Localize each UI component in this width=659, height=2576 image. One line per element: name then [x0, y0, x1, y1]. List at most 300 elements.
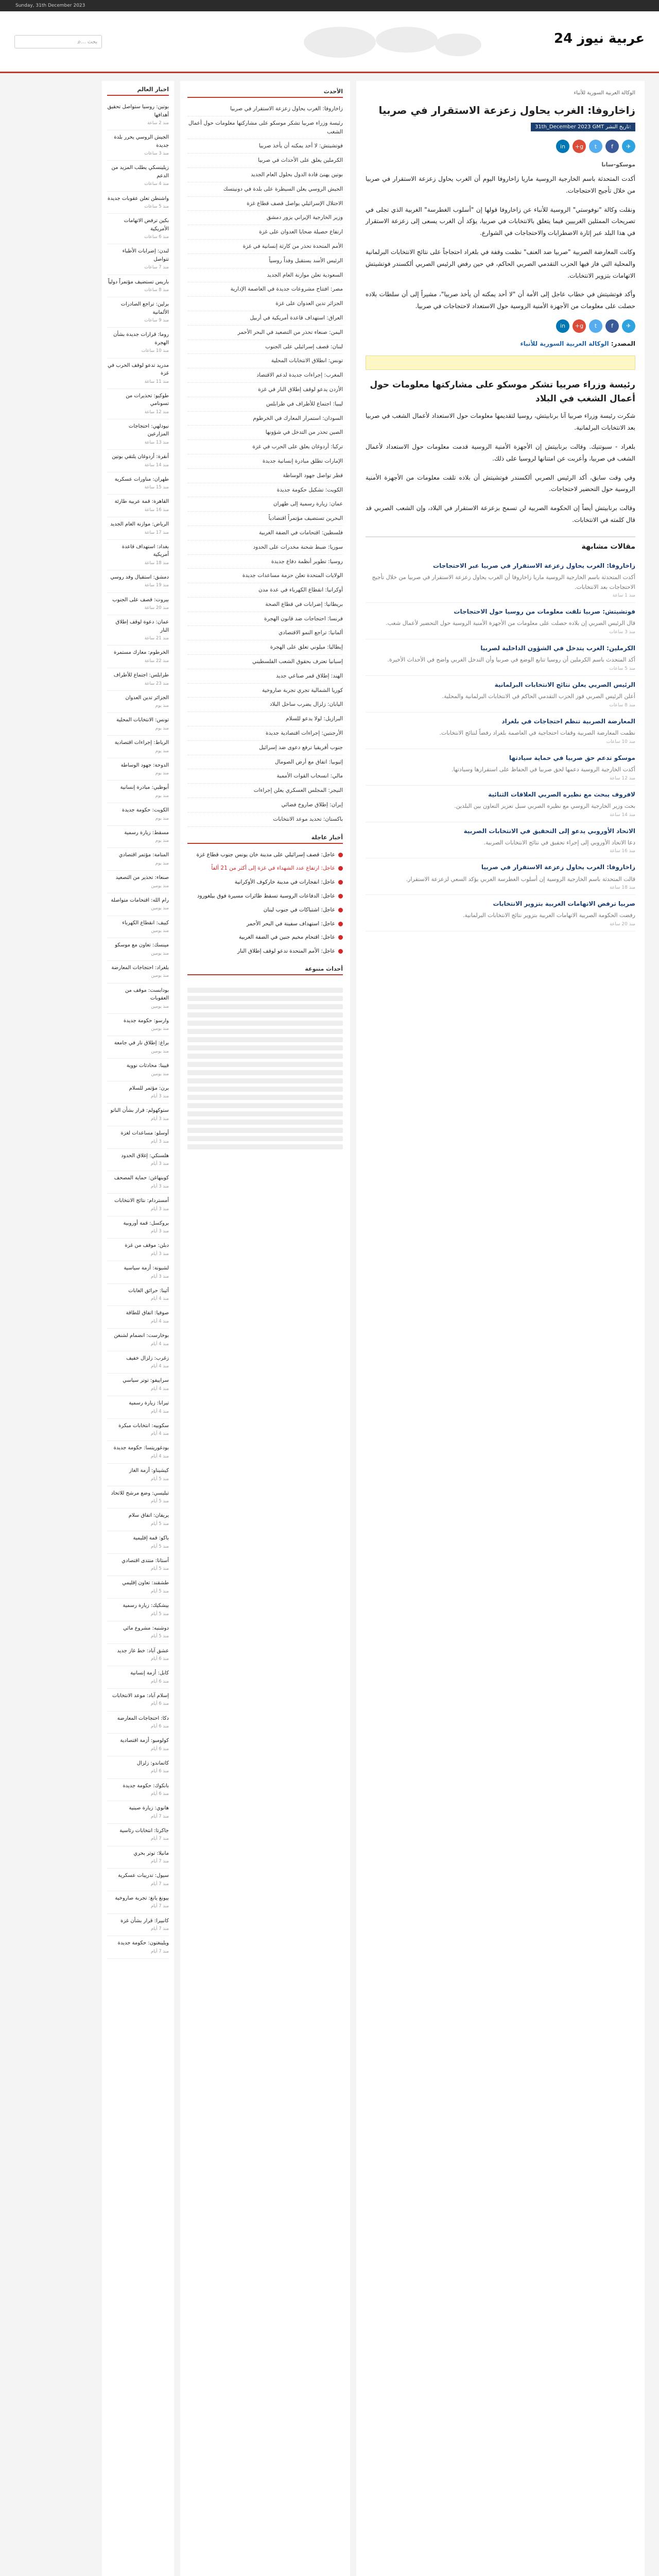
world-news-time: منذ 17 ساعة — [144, 530, 169, 535]
world-news-item[interactable] — [107, 389, 169, 419]
breaking-news-text[interactable]: عاجل: انفجارات في مدينة خاركوف الأوكرانية — [234, 879, 335, 886]
latest-news-link[interactable]: مصر: افتتاح مشروعات جديدة في العاصمة الإدارية — [187, 282, 343, 297]
breaking-news-text[interactable]: عاجل: اشتباكات في جنوب لبنان — [263, 906, 335, 913]
world-news-title[interactable]: بكين ترفض الاتهامات الأمريكية — [124, 218, 169, 232]
world-news-item[interactable] — [107, 713, 169, 736]
related-item-desc: أكدت الخارجية الروسية دعمها لحق صربيا في الحفاظ على استقرارها وسيادتها. — [451, 766, 635, 773]
world-news-item[interactable] — [107, 826, 169, 849]
world-news-item[interactable] — [107, 1734, 169, 1756]
world-news-item[interactable] — [107, 1306, 169, 1329]
world-news-title[interactable]: سكوبيه: انتخابات مبكرة — [118, 1422, 169, 1429]
latest-news-link[interactable]: ألمانيا: تراجع النمو الاقتصادي — [187, 626, 343, 640]
world-news-title[interactable]: كابل: أزمة إنسانية — [130, 1670, 169, 1676]
world-news-time: منذ 3 أيام — [150, 1139, 169, 1144]
world-news-title[interactable]: جاكرتا: انتخابات رئاسية — [119, 1827, 169, 1834]
world-news-item[interactable] — [107, 517, 169, 540]
world-news-time: منذ 7 أيام — [150, 1926, 169, 1932]
world-news-time: منذ 4 أيام — [150, 1318, 169, 1324]
world-news-title[interactable]: مينسك: تعاون مع موسكو — [115, 942, 169, 948]
world-news-title[interactable]: هلسنكي: إغلاق الحدود — [121, 1153, 169, 1159]
article-paragraph: وفي وقت سابق، أكد الرئيس الصربي ألكسندر فوتشيتش أن بلاده تلقت معلومات من الأجهزة الأمنية الروسية حول التحضير لاحتجاجات. — [366, 473, 635, 493]
breaking-news-text[interactable]: عاجل: ارتفاع عدد الشهداء في غزة إلى أكثر من 21 ألفاً — [211, 865, 335, 872]
world-news-item[interactable] — [107, 848, 169, 871]
world-news-time: منذ يوم — [155, 816, 169, 821]
world-news-item[interactable] — [107, 297, 169, 328]
world-news-item[interactable] — [107, 1779, 169, 1802]
twitter-share-icon[interactable]: t — [589, 319, 602, 333]
world-news-item[interactable] — [107, 1621, 169, 1644]
world-news-item[interactable] — [107, 570, 169, 593]
breaking-news-item[interactable] — [187, 861, 343, 875]
world-news-title[interactable]: زغرب: زلزال خفيف — [126, 1355, 169, 1361]
world-news-title[interactable]: فيينا: محادثات نووية — [126, 1063, 169, 1069]
world-news-item[interactable] — [107, 1216, 169, 1239]
world-news-title[interactable]: كييف: انقطاع الكهرباء — [122, 920, 169, 926]
latest-news-link[interactable]: السعودية تعلن موازنة العام الجديد — [187, 268, 343, 283]
related-item-title[interactable]: المعارضة الصربية تنظم احتجاجات في بلغراد — [501, 717, 635, 725]
world-news-item[interactable] — [107, 1351, 169, 1374]
latest-news-link[interactable]: سوريا: ضبط شحنة مخدرات على الحدود — [187, 540, 343, 555]
related-item-desc: قالت المتحدثة باسم الخارجية الروسية إن أسلوب الغطرسة الغربي يؤكد السعي لزعزعة الاستقرار. — [406, 875, 635, 883]
world-news-time: منذ 4 أيام — [150, 1341, 169, 1347]
article-paragraph: أكدت المتحدثة باسم الخارجية الروسية ماريا زاخاروفا اليوم أن الغرب يحاول زعزعة الاستقرار في صربيا من خلال تأجيج الاحتجاجات. — [366, 175, 635, 194]
related-item[interactable] — [366, 639, 635, 676]
latest-news-link[interactable]: الأردن يدعو لوقف إطلاق النار في غزة — [187, 383, 343, 397]
world-news-item[interactable] — [107, 1531, 169, 1554]
world-news-title[interactable]: كاتماندو: زلزال — [136, 1760, 169, 1766]
latest-news-link[interactable]: وزير الخارجية الإيراني يزور دمشق — [187, 211, 343, 225]
dateline: موسكو-سانا — [601, 161, 635, 168]
world-news-item[interactable] — [107, 495, 169, 517]
world-news-item[interactable] — [107, 1396, 169, 1419]
world-news-item[interactable] — [107, 615, 169, 646]
world-news-title[interactable]: بوتين: روسيا ستواصل تحقيق أهدافها — [107, 104, 169, 118]
related-item[interactable] — [366, 749, 635, 786]
latest-news-link[interactable]: قطر تواصل جهود الوساطة — [187, 469, 343, 483]
world-news-item[interactable] — [107, 984, 169, 1014]
world-news-title[interactable]: برلين: تراجع الصادرات الألمانية — [120, 301, 169, 315]
world-news-title[interactable]: أنقرة: أردوغان يلتقي بوتين — [112, 454, 169, 460]
world-news-title[interactable]: كيشيناو: أزمة الغاز — [129, 1468, 169, 1474]
world-news-title[interactable]: أوسلو: مساعدات لغزة — [120, 1130, 169, 1137]
world-news-time: منذ 7 ساعات — [144, 265, 169, 270]
latest-news-link[interactable]: الأرجنتين: إجراءات اقتصادية جديدة — [187, 726, 343, 741]
breaking-news-text[interactable]: عاجل: قصف إسرائيلي على مدينة خان يونس جنوب قطاع غزة — [196, 851, 335, 858]
world-news-item[interactable] — [107, 275, 169, 298]
breaking-news-item[interactable] — [187, 875, 343, 889]
world-news-item[interactable] — [107, 1126, 169, 1149]
world-news-title[interactable]: دمشق: استقبال وفد روسي — [110, 574, 169, 580]
latest-news-link[interactable]: لبنان: قصف إسرائيلي على الجنوب — [187, 340, 343, 354]
related-item-title[interactable]: زاخاروفا: الغرب يحاول زعزعة الاستقرار في صربيا عبر الاحتجاجات — [433, 562, 635, 569]
world-news-item[interactable] — [107, 1149, 169, 1172]
related-item[interactable] — [366, 895, 635, 931]
linkedin-share-icon[interactable]: in — [556, 140, 569, 153]
world-news-time: منذ يوم — [155, 703, 169, 709]
world-news-time: منذ 6 أيام — [150, 1724, 169, 1730]
world-news-title[interactable]: باريس تستضيف مؤتمراً دولياً — [108, 279, 169, 285]
related-item[interactable] — [366, 676, 635, 713]
world-news-title[interactable]: بودابست: موقف من العقوبات — [125, 987, 169, 1002]
related-item-time: منذ 18 ساعة — [610, 885, 635, 891]
facebook-share-icon[interactable]: f — [605, 319, 619, 333]
world-news-time: منذ 3 ساعات — [144, 151, 169, 157]
world-news-title[interactable]: أمستردام: نتائج الانتخابات — [114, 1198, 169, 1204]
latest-news-link[interactable]: البرازيل: لولا يدعو للسلام — [187, 712, 343, 726]
world-news-title[interactable]: عمان: دعوة لوقف إطلاق النار — [115, 619, 169, 633]
world-news-item[interactable] — [107, 328, 169, 358]
latest-news-link[interactable]: فرنسا: احتجاجات ضد قانون الهجرة — [187, 612, 343, 626]
world-news-item[interactable] — [107, 450, 169, 472]
related-item-time: منذ 5 ساعات — [609, 666, 635, 672]
world-news-title[interactable]: كوبنهاغن: حماية المصحف — [114, 1175, 169, 1181]
latest-news-link[interactable]: الجزائر تدين العدوان على غزة — [187, 297, 343, 311]
world-news-item[interactable] — [107, 938, 169, 961]
latest-news-link[interactable]: زاخاروفا: الغرب يحاول زعزعة الاستقرار في صربيا — [187, 102, 343, 116]
world-news-title[interactable]: لندن: إضرابات الأطباء تتواصل — [122, 248, 169, 262]
world-news-title[interactable]: تبليسي: وضع مرشح للاتحاد — [111, 1490, 169, 1496]
world-news-title[interactable]: ستوكهولم: قرار بشأن الناتو — [110, 1108, 169, 1114]
world-news-item[interactable] — [107, 1554, 169, 1577]
google-share-icon[interactable]: g+ — [573, 140, 586, 153]
world-news-item[interactable] — [107, 1239, 169, 1261]
world-news-item[interactable] — [107, 1801, 169, 1824]
related-item-title[interactable]: فوتشيتش: صربيا تلقت معلومات من روسيا حول الاحتجاجات — [454, 608, 635, 616]
related-item-title[interactable]: موسكو تدعم حق صربيا في حماية سيادتها — [509, 754, 635, 761]
related-item[interactable] — [366, 557, 635, 603]
world-news-title[interactable]: طهران: مناورات عسكرية — [114, 476, 169, 482]
world-news-item[interactable] — [107, 161, 169, 191]
world-news-item[interactable] — [107, 691, 169, 714]
world-news-item[interactable] — [107, 758, 169, 781]
world-news-time: منذ 20 ساعة — [144, 605, 169, 611]
world-news-title[interactable]: زيلينسكي يطلب المزيد من الدعم — [111, 165, 169, 179]
world-news-time: منذ 2 ساعة — [147, 121, 169, 126]
world-news-item[interactable] — [107, 192, 169, 214]
world-news-time: منذ 18 ساعة — [144, 560, 169, 566]
world-news-item[interactable] — [107, 1464, 169, 1486]
world-news-item[interactable] — [107, 244, 169, 275]
world-news-time: منذ يومين — [151, 951, 169, 956]
world-news-item[interactable] — [107, 419, 169, 450]
world-news-item[interactable] — [107, 1666, 169, 1689]
article-paragraph: وكانت المعارضة الصربية "صربيا ضد العنف" نظمت وقفة في بلغراد احتجاجاً على نتائج الانتخابات البرلمانية والمحلية التي فاز فيها الحزب التقدمي الصربي الحاكم، في حين رفض الرئيس الصربي ألكسندر فوتشيتش الاتهامات بتزوير الانتخابات. — [366, 248, 635, 279]
world-news-sidebar — [102, 81, 174, 2576]
world-news-item[interactable] — [107, 472, 169, 495]
world-news-item[interactable] — [107, 1261, 169, 1284]
related-item-title[interactable]: صربيا ترفض الاتهامات الغربية بتزوير الانتخابات — [493, 900, 635, 908]
world-news-title[interactable]: طوكيو: تحذيرات من تسونامي — [126, 393, 169, 407]
world-news-title[interactable]: الرياض: موازنة العام الجديد — [110, 521, 169, 528]
world-news-title[interactable]: دكا: احتجاجات المعارضة — [117, 1715, 169, 1721]
latest-news-link[interactable]: الجيش الروسي يعلن السيطرة على بلدة في دونيتسك — [187, 182, 343, 197]
latest-news-link[interactable]: الاحتلال الإسرائيلي يواصل قصف قطاع غزة — [187, 197, 343, 211]
world-news-item[interactable] — [107, 214, 169, 244]
world-news-title[interactable]: براغ: إطلاق نار في جامعة — [114, 1040, 169, 1046]
breaking-news-item[interactable] — [187, 848, 343, 862]
world-news-item[interactable] — [107, 1194, 169, 1216]
world-news-title[interactable]: سراييفو: توتر سياسي — [123, 1378, 169, 1384]
world-news-item[interactable] — [107, 1059, 169, 1081]
search-input[interactable] — [14, 35, 102, 48]
world-news-item[interactable] — [107, 1644, 169, 1667]
latest-news-link[interactable]: إيران: إطلاق صاروخ فضائي — [187, 798, 343, 812]
world-news-item[interactable] — [107, 1689, 169, 1711]
world-news-item[interactable] — [107, 1329, 169, 1351]
world-news-title[interactable]: الدوحة: جهود الوساطة — [120, 762, 169, 768]
world-news-time: منذ 5 أيام — [150, 1611, 169, 1617]
breaking-news-text[interactable]: عاجل: الأمم المتحدة تدعو لوقف إطلاق النار — [237, 948, 335, 955]
world-news-item[interactable] — [107, 871, 169, 893]
world-news-item[interactable] — [107, 781, 169, 803]
latest-news-link[interactable]: الأمم المتحدة تحذر من كارثة إنسانية في غزة — [187, 240, 343, 254]
source-label: المصدر: — [611, 340, 635, 347]
latest-news-link[interactable]: ليبيا: اجتماع للأطراف في طرابلس — [187, 397, 343, 412]
world-news-item[interactable] — [107, 893, 169, 916]
latest-news-link[interactable]: رئيسة وزراء صربيا تشكر موسكو على مشاركتها معلومات حول أعمال الشغب — [187, 116, 343, 140]
latest-news-link[interactable]: العراق: استهداف قاعدة أمريكية في أربيل — [187, 311, 343, 326]
latest-news-link[interactable]: الكرملين يعلق على الأحداث في صربيا — [187, 154, 343, 168]
search-icon[interactable]: ⌕ — [77, 38, 81, 45]
related-item-desc: أكدت المتحدثة باسم الخارجية الروسية ماريا زاخاروفا أن الغرب يحاول زعزعة الاستقرار في صربيا من خلال تأجيج الاحتجاجات بعد الانتخابات. — [372, 573, 635, 590]
world-news-time: منذ يومين — [151, 1026, 169, 1032]
latest-news-link[interactable]: أوكرانيا: انقطاع الكهرباء في عدة مدن — [187, 583, 343, 598]
breaking-news-text[interactable]: عاجل: الدفاعات الروسية تسقط طائرات مسيرة فوق بيلغورود — [197, 893, 335, 900]
latest-news-link[interactable]: الولايات المتحدة تعلن حزمة مساعدات جديدة — [187, 569, 343, 583]
latest-news-link[interactable]: الكويت: تشكيل حكومة جديدة — [187, 483, 343, 498]
world-news-title[interactable]: وارسو: حكومة جديدة — [124, 1018, 169, 1024]
latest-news-link[interactable]: السودان: استمرار المعارك في الخرطوم — [187, 412, 343, 426]
related-item[interactable] — [366, 786, 635, 822]
world-news-title[interactable]: طرابلس: اجتماع للأطراف — [113, 672, 169, 679]
world-news-title[interactable]: يريفان: اتفاق سلام — [128, 1513, 169, 1519]
world-news-title[interactable]: كانبيرا: قرار بشأن غزة — [120, 1918, 169, 1924]
related-item-time: منذ 1 ساعة — [612, 593, 635, 599]
world-news-item[interactable] — [107, 540, 169, 570]
world-news-item[interactable] — [107, 1936, 169, 1959]
world-news-time: منذ 5 ساعات — [144, 204, 169, 210]
related-item-desc: أكد المتحدث باسم الكرملين أن روسيا تتابع الوضع في صربيا وأن التدخل الغربي واضح في الأحداث الأخيرة. — [387, 656, 635, 664]
latest-news-link[interactable]: كوريا الشمالية تجري تجربة صاروخية — [187, 684, 343, 698]
world-news-time: منذ 4 أيام — [150, 1453, 169, 1459]
world-news-item[interactable] — [107, 646, 169, 668]
world-news-time: منذ 13 ساعة — [144, 439, 169, 445]
world-news-title[interactable]: المنامة: مؤتمر اقتصادي — [118, 852, 169, 858]
world-news-item[interactable] — [107, 1891, 169, 1914]
world-news-title[interactable]: دبلن: موقف من غزة — [125, 1243, 169, 1249]
world-news-item[interactable] — [107, 1014, 169, 1037]
world-news-title[interactable]: بغداد: استهداف قاعدة أمريكية — [122, 544, 169, 558]
world-news-item[interactable] — [107, 1869, 169, 1891]
world-news-item[interactable] — [107, 961, 169, 984]
latest-news-link[interactable]: عمان: زيارة رسمية إلى طهران — [187, 497, 343, 512]
world-news-title[interactable]: الرباط: إجراءات اقتصادية — [114, 740, 169, 746]
world-news-title[interactable]: الخرطوم: معارك مستمرة — [114, 650, 169, 656]
world-news-time: منذ 6 ساعات — [144, 234, 169, 240]
world-news-title[interactable]: بروكسل: قمة أوروبية — [123, 1220, 169, 1226]
world-news-title[interactable]: بيروت: قصف على الجنوب — [112, 597, 169, 603]
facebook-share-icon[interactable]: f — [605, 140, 619, 153]
latest-news-link[interactable]: الهند: إطلاق قمر صناعي جديد — [187, 669, 343, 684]
breaking-news-item[interactable] — [187, 917, 343, 931]
latest-news-link[interactable]: فلسطين: اقتحامات في الضفة الغربية — [187, 526, 343, 540]
telegram-share-icon[interactable]: ✈ — [622, 140, 635, 153]
world-news-title[interactable]: ويلينغتون: حكومة جديدة — [117, 1940, 169, 1946]
world-news-title[interactable]: مدريد تدعو لوقف الحرب في غزة — [107, 362, 169, 377]
latest-news-link[interactable]: ارتفاع حصيلة ضحايا العدوان على غزة — [187, 225, 343, 240]
world-news-title[interactable]: روما: قرارات جديدة بشأن الهجرة — [113, 332, 169, 346]
latest-news-link[interactable]: الصين تحذر من التدخل في شؤونها — [187, 426, 343, 440]
world-news-title[interactable]: لشبونة: أزمة سياسية — [124, 1265, 169, 1272]
world-news-item[interactable] — [107, 1036, 169, 1059]
related-item-title[interactable]: الرئيس الصربي يعلن نتائج الانتخابات البرلمانية — [494, 681, 635, 689]
world-news-title[interactable]: بوخارست: انضمام لشنغن — [114, 1333, 169, 1339]
breaking-news-item[interactable] — [187, 930, 343, 944]
latest-news-link[interactable]: باكستان: تحديد موعد الانتخابات — [187, 812, 343, 827]
site-logo[interactable]: عربية نيوز 24 — [553, 31, 645, 46]
breaking-news-text[interactable]: عاجل: استهداف سفينة في البحر الأحمر — [246, 920, 335, 927]
world-news-title[interactable]: واشنطن تعلن عقوبات جديدة — [107, 195, 169, 201]
world-news-item[interactable] — [107, 359, 169, 389]
latest-news-link[interactable]: النيجر: المجلس العسكري يعلن إجراءات — [187, 784, 343, 798]
world-news-item[interactable] — [107, 100, 169, 130]
latest-news-link[interactable]: بريطانيا: إضرابات في قطاع الصحة — [187, 598, 343, 612]
latest-news-link[interactable]: بوتين يهنئ قادة الدول بحلول العام الجديد — [187, 168, 343, 182]
world-news-title[interactable]: الكويت: حكومة جديدة — [122, 807, 169, 814]
world-news-title[interactable]: مسقط: زيارة رسمية — [124, 829, 169, 836]
latest-news-link[interactable]: روسيا: تطوير أنظمة دفاع جديدة — [187, 555, 343, 569]
related-item[interactable] — [366, 858, 635, 895]
latest-news-link[interactable]: مالي: انسحاب القوات الأممية — [187, 769, 343, 784]
latest-news-link[interactable]: إثيوبيا: اتفاق مع أرض الصومال — [187, 755, 343, 770]
world-news-item[interactable] — [107, 1171, 169, 1194]
breadcrumb[interactable]: الوكالة العربية السورية للأنباء — [574, 90, 635, 96]
latest-news-link[interactable]: اليابان: زلزال يضرب ساحل البلاد — [187, 698, 343, 712]
world-news-title[interactable]: الجزائر تدين العدوان — [125, 694, 169, 701]
linkedin-share-icon[interactable]: in — [556, 319, 569, 333]
world-news-item[interactable] — [107, 1486, 169, 1509]
related-item-desc: قال الرئيس الصربي إن بلاده حصلت على معلومات من الأجهزة الأمنية الروسية حول التحضير لأعمال شغب. — [386, 620, 635, 627]
related-item-title[interactable]: زاخاروفا: الغرب يحاول زعزعة الاستقرار في صربيا — [481, 863, 635, 871]
world-news-item[interactable] — [107, 1374, 169, 1396]
related-item[interactable] — [366, 822, 635, 859]
telegram-share-icon[interactable]: ✈ — [622, 319, 635, 333]
world-news-title[interactable]: برن: مؤتمر للسلام — [129, 1085, 169, 1091]
world-news-title[interactable]: بلغراد: احتجاجات المعارضة — [111, 964, 169, 971]
ad-banner[interactable] — [366, 355, 635, 370]
related-item[interactable] — [366, 603, 635, 639]
world-news-item[interactable] — [107, 593, 169, 616]
breaking-news-item[interactable] — [187, 903, 343, 917]
world-news-title[interactable]: تونس: الانتخابات المحلية — [116, 717, 169, 723]
source-link[interactable]: الوكالة العربية السورية للأنباء — [520, 340, 609, 347]
world-news-title[interactable]: تيرانا: زيارة رسمية — [129, 1400, 169, 1406]
latest-news-link[interactable]: المغرب: إجراءات جديدة لدعم الاقتصاد — [187, 368, 343, 383]
world-news-time: منذ 7 أيام — [150, 1904, 169, 1909]
world-news-item[interactable] — [107, 736, 169, 758]
world-news-item[interactable] — [107, 1509, 169, 1531]
related-item-time: منذ 10 ساعات — [606, 739, 635, 744]
world-news-title[interactable]: الجيش الروسي يحرر بلدة جديدة — [114, 134, 169, 148]
latest-news-link[interactable]: اليمن: صنعاء تحذر من التصعيد في البحر الأحمر — [187, 326, 343, 340]
world-news-item[interactable] — [107, 1081, 169, 1104]
world-news-item[interactable] — [107, 1576, 169, 1599]
world-news-item[interactable] — [107, 1599, 169, 1621]
world-news-title[interactable]: القاهرة: قمة عربية طارئة — [114, 499, 169, 505]
twitter-share-icon[interactable]: t — [589, 140, 602, 153]
world-news-time: منذ 3 أيام — [150, 1183, 169, 1189]
world-news-title[interactable]: كولومبو: أزمة اقتصادية — [120, 1738, 169, 1744]
world-news-title[interactable]: سيول: تدريبات عسكرية — [118, 1873, 169, 1879]
latest-news-link[interactable]: تركيا: أردوغان يعلق على الحرب في غزة — [187, 440, 343, 454]
world-news-title[interactable]: نيودلهي: احتجاجات المزارعين — [128, 423, 169, 437]
world-news-item[interactable] — [107, 668, 169, 691]
latest-news-link[interactable]: الإمارات تطلق مبادرة إنسانية جديدة — [187, 454, 343, 469]
world-news-title[interactable]: إسلام آباد: موعد الانتخابات — [112, 1692, 169, 1699]
world-news-title[interactable]: بيشكيك: زيارة رسمية — [123, 1603, 169, 1609]
world-news-title[interactable]: هانوي: زيارة صينية — [129, 1805, 169, 1811]
world-news-item[interactable] — [107, 130, 169, 161]
article-paragraph: وأكد فوتشيتش في خطاب عاجل إلى الأمة أن "لا أحد يمكنه أن يأخذ صربيا"، مشيراً إلى أن سلطات بلاده حصلت على معلومات من الأجهزة الأمنية الروسية حول الاستعداد لاحتجاجات في صربيا. — [366, 291, 635, 310]
world-news-item[interactable] — [107, 1846, 169, 1869]
related-item[interactable] — [366, 713, 635, 749]
world-news-item[interactable] — [107, 1914, 169, 1937]
world-news-item[interactable] — [107, 1824, 169, 1846]
world-news-item[interactable] — [107, 916, 169, 939]
latest-news-link[interactable]: الرئيس الأسد يستقبل وفداً روسياً — [187, 254, 343, 268]
world-map-decoration — [293, 22, 489, 63]
breaking-news-item[interactable] — [187, 889, 343, 903]
breaking-news-text[interactable]: عاجل: اقتحام مخيم جنين في الضفة الغربية — [238, 934, 335, 941]
latest-news-link[interactable]: البحرين تستضيف مؤتمراً اقتصادياً — [187, 512, 343, 526]
world-news-title[interactable]: طشقند: تعاون إقليمي — [122, 1580, 169, 1586]
world-news-time: منذ 5 أيام — [150, 1476, 169, 1482]
latest-news-link[interactable]: فوتشيتش: لا أحد يمكنه أن يأخذ صربيا — [187, 139, 343, 154]
world-news-item[interactable] — [107, 1441, 169, 1464]
world-news-title[interactable]: أبوظبي: مبادرة إنسانية — [120, 785, 169, 791]
world-news-item[interactable] — [107, 1284, 169, 1307]
world-news-title[interactable]: رام الله: اقتحامات متواصلة — [111, 897, 169, 903]
world-news-item[interactable] — [107, 803, 169, 826]
world-news-item[interactable] — [107, 1104, 169, 1126]
world-news-title[interactable]: بانكوك: حكومة جديدة — [123, 1783, 169, 1789]
world-news-item[interactable] — [107, 1419, 169, 1442]
related-item-title[interactable]: لافروف يبحث مع نظيره الصربي العلاقات الثنائية — [488, 790, 635, 798]
world-news-item[interactable] — [107, 1756, 169, 1779]
world-news-time: منذ 11 ساعة — [144, 379, 169, 384]
world-news-title[interactable]: باكو: قمة إقليمية — [133, 1535, 169, 1541]
world-news-title[interactable]: صنعاء: تحذير من التصعيد — [115, 875, 169, 881]
world-news-title[interactable]: بيونغ يانغ: تجربة صاروخية — [115, 1895, 169, 1901]
google-share-icon[interactable]: g+ — [573, 319, 586, 333]
latest-news-link[interactable]: جنوب أفريقيا ترفع دعوى ضد إسرائيل — [187, 741, 343, 755]
world-news-title[interactable]: أستانا: منتدى اقتصادي — [122, 1557, 169, 1564]
breaking-news-item[interactable] — [187, 944, 343, 958]
world-news-title[interactable]: دوشنبه: مشروع مائي — [123, 1625, 169, 1631]
world-news-time: منذ يومين — [151, 883, 169, 889]
world-news-title[interactable]: أثينا: حرائق الغابات — [128, 1287, 169, 1294]
latest-news-link[interactable]: تونس: انطلاق الانتخابات المحلية — [187, 354, 343, 368]
world-news-item[interactable] — [107, 1711, 169, 1734]
related-item-title[interactable]: الكرملين: الغرب يتدخل في الشؤون الداخلية لصربيا — [480, 645, 635, 652]
world-news-title[interactable]: بودغوريتسا: حكومة جديدة — [113, 1445, 169, 1451]
world-news-title[interactable]: عشق آباد: خط غاز جديد — [117, 1648, 169, 1654]
world-news-title[interactable]: صوفيا: اتفاق للطاقة — [126, 1310, 169, 1316]
world-news-title[interactable]: مانيلا: توتر بحري — [133, 1850, 169, 1856]
latest-news-link[interactable]: إيطاليا: ميلوني تعلق على الهجرة — [187, 640, 343, 655]
latest-news-link[interactable]: إسبانيا تعترف بحقوق الشعب الفلسطيني — [187, 655, 343, 669]
related-item-title[interactable]: الاتحاد الأوروبي يدعو إلى التحقيق في الانتخابات الصربية — [463, 827, 635, 835]
